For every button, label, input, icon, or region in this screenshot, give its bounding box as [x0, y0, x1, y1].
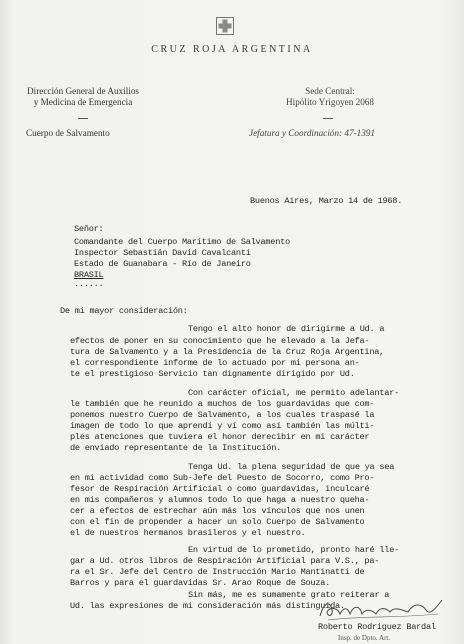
department-block — [8, 86, 158, 108]
letterhead-divider — [323, 118, 333, 119]
body-line: Tengo el alto honor de dirigirme a Ud. a — [188, 324, 385, 334]
salutation: De mi mayor consideración: — [60, 306, 188, 316]
handwritten-signature — [318, 596, 446, 624]
hq-address: Hipólito Yrigoyen 2068 — [286, 97, 374, 107]
body-line: de enviado representante de la Institución. — [70, 443, 282, 453]
department-line: Dirección General de Auxilios — [27, 86, 139, 96]
department-line: y Medicina de Emergencia — [33, 97, 133, 107]
body-line: En virtud de lo prometido, pronto haré lle- — [188, 545, 400, 555]
letterhead-divider — [78, 118, 88, 119]
body-line: fesor de Respiración Artificial o como guardavidas, inculcaré — [70, 484, 370, 494]
body-line: ples atenciones que tuviera el honor derecibir en mi carácter — [70, 432, 370, 442]
closing-line: Sin más, me es sumamente grato reiterar a — [188, 590, 390, 600]
body-line: Con carácter oficial, me permito adelantar- — [188, 388, 400, 398]
body-line: gar a Ud. otros libros de Respiración Artificial para V.S., pa- — [70, 556, 380, 566]
body-line: tura de Salvamento y a la Presidencia de la Cruz Roja Argentina, — [70, 347, 385, 357]
recipient-line: Estado de Guanabara - Río de Janeiro — [74, 259, 251, 269]
body-line: el de nuestros hermanos brasileros y el nuestro. — [70, 528, 306, 538]
closing-line: Ud. las expresiones de mi consideración más distinguida. — [70, 601, 345, 611]
signatory-name: Roberto Rodriguez Bardal — [318, 622, 436, 632]
body-line: imagen de todo lo que aprendí y ví como así también las múlti- — [70, 421, 375, 431]
recipient-line: Señor: — [74, 224, 104, 234]
body-line: el correspondiente informe de lo actuado por mi persona an- — [70, 358, 360, 368]
unit-name: Cuerpo de Salvamento — [26, 128, 110, 138]
body-line: Tenga Ud. la plena seguridad de que ya sea — [188, 462, 395, 472]
recipient-country: BRASIL — [74, 270, 104, 280]
body-line: cer a efectos de estrechar aún más los vínculos que nos unen — [70, 506, 365, 516]
body-line: ponemos nuestro Cuerpo de Salvamento, a los cuales traspasé la — [70, 410, 375, 420]
hq-label: Sede Central: — [305, 86, 355, 96]
headquarters-block — [240, 86, 420, 108]
office-phone: Jefatura y Coordinación: 47-1391 — [249, 128, 375, 138]
body-line: en mi actividad como Sub-Jefe del Puesto de Socorro, como Pro- — [70, 473, 375, 483]
signatory-title: Insp. de Dpto. Art. — [338, 634, 391, 642]
letter-date: Buenos Aires, Marzo 14 de 1968. — [250, 196, 403, 206]
body-line: en mis compañeros y alumnos todo lo que haga a nuestro queha- — [70, 495, 370, 505]
body-line: le también que he reunido a muchos de los guardavidas que com- — [70, 399, 375, 409]
recipient-line: Inspector Sebastián David Cavalcanti — [74, 248, 251, 258]
recipient-line: Comandante del Cuerpo Marítimo de Salvamento — [74, 237, 290, 247]
recipient-line: ...... — [74, 279, 104, 289]
body-line: te el prestigioso Servicio tan dignamente dirigido por Ud. — [70, 369, 355, 379]
body-line: efectos de poner en su conocimiento que he elevado a la Jefa- — [70, 336, 370, 346]
body-line: ra el Sr. Jefe del Centro de Instrucción Mario Mantinatti de — [70, 567, 365, 577]
body-line: Barros y para el guardavidas Sr. Arao Roque de Souza. — [70, 578, 331, 588]
organization-name: CRUZ ROJA ARGENTINA — [151, 44, 313, 55]
body-line: con el fin de propender a hacer un solo Cuerpo de Salvamento — [70, 517, 365, 527]
red-cross-emblem-icon — [216, 17, 234, 35]
